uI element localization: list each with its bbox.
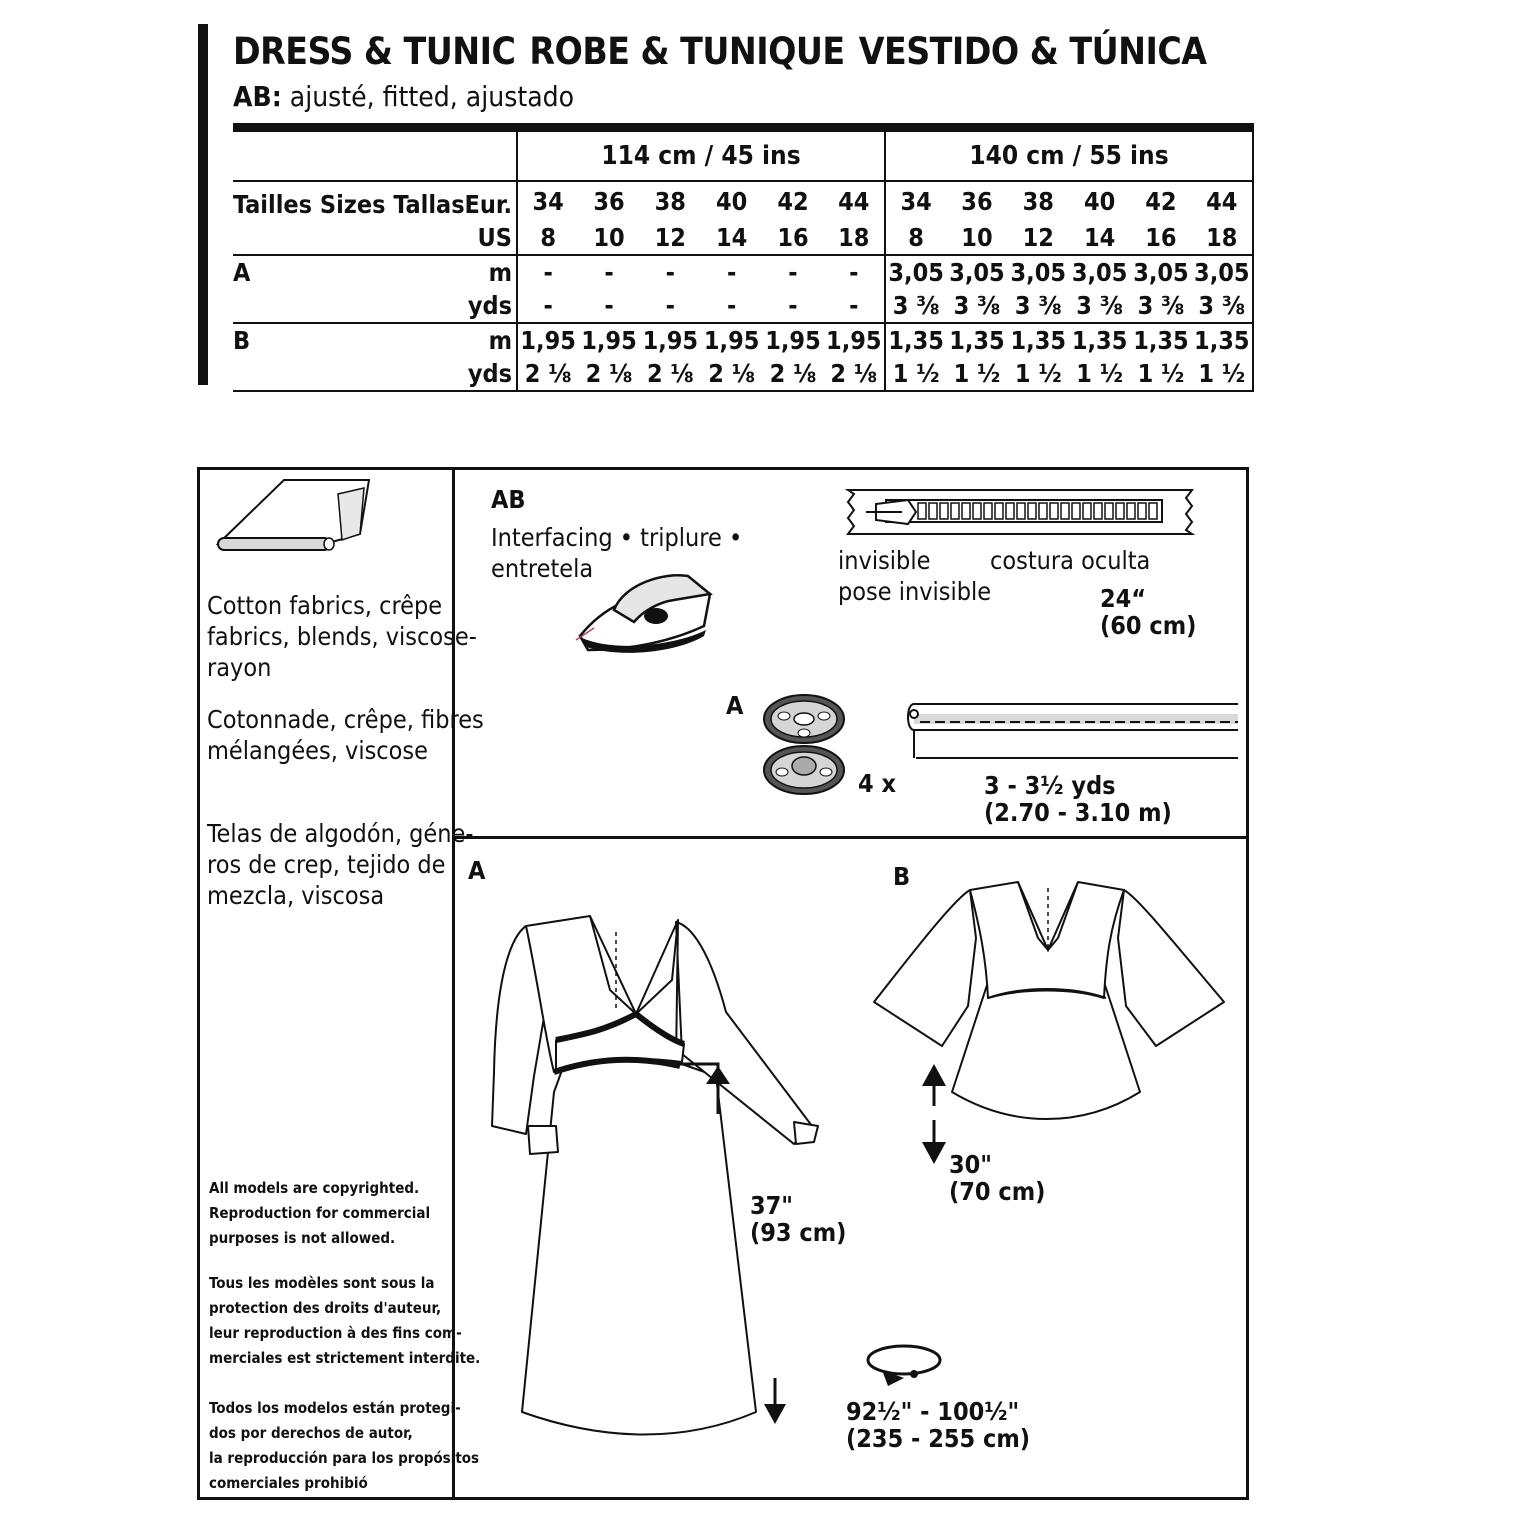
eur-size-140-5: 44	[1192, 181, 1253, 221]
view-a-yards-row: yds - - - - - - 3 ⅜ 3 ⅜ 3 ⅜ 3 ⅜ 3 ⅜ 3 ⅜	[233, 289, 1253, 323]
b-yards-140-1: 1 ½	[946, 357, 1007, 391]
a-meters-140-4: 3,05	[1133, 258, 1189, 287]
length-arrow-b-icon	[920, 1062, 948, 1166]
copyright-fr: Tous les modèles sont sous la protection des droits d'auteur, leur reproduction à des fins com- merciales est strictement interdite.	[209, 1274, 481, 1367]
eur-size-114-3: 40	[715, 187, 748, 216]
panel-divider-horizontal	[452, 836, 1249, 839]
invisible-zipper-icon	[846, 486, 1194, 538]
eur-size-114-5: 44	[824, 181, 885, 221]
a-yards-140-4: 3 ⅜	[1130, 289, 1191, 323]
zipper-length: 24“ (60 cm)	[1100, 584, 1197, 640]
length-arrow-a-up-icon	[680, 1062, 732, 1118]
fit-description	[233, 80, 574, 113]
dress-view-a-illustration	[486, 912, 831, 1448]
eur-size-140-4: 42	[1145, 187, 1177, 216]
iron-icon	[574, 570, 716, 660]
a-yards-140-5: 3 ⅜	[1192, 289, 1253, 323]
a-yards-140-2: 3 ⅜	[1008, 289, 1069, 323]
view-a-label: A	[233, 258, 251, 287]
b-meters-114-4: 1,95	[765, 326, 821, 355]
view-b-length: 30" (70 cm)	[949, 1150, 1046, 1206]
a-meters-140-1: 3,05	[949, 258, 1005, 287]
copyright-en: All models are copyrighted. Reproduction for commercial purposes is not allowed.	[209, 1179, 431, 1247]
fabric-bolt-icon	[214, 474, 374, 558]
fit-code: AB:	[233, 80, 282, 113]
eur-size-row	[233, 181, 1253, 221]
eur-size-114-2: 38	[654, 187, 686, 216]
a-yards-140-1: 3 ⅜	[946, 289, 1007, 323]
a-yards-114-4: -	[762, 289, 823, 323]
us-label: US	[455, 221, 517, 255]
view-a-hem-width: 92½" - 100½" (235 - 255 cm)	[846, 1397, 1031, 1453]
b-yards-140-0: 1 ½	[885, 357, 946, 391]
a-meters-114-1: -	[604, 258, 614, 287]
b-meters-114-0: 1,95	[520, 326, 576, 355]
copyright-es: Todos los modelos están protegi- dos por derechos de autor, la reproducción para los propósitos comerciales prohibió	[209, 1399, 480, 1492]
us-size-114-5: 18	[824, 221, 885, 255]
b-yards-114-5: 2 ⅛	[824, 357, 885, 391]
zipper-invisible-text: invisible pose invisible	[838, 546, 992, 606]
us-size-140-4: 16	[1130, 221, 1191, 255]
us-size-114-4: 16	[762, 221, 823, 255]
a-meters-114-0: -	[543, 258, 553, 287]
b-yards-114-0: 2 ⅛	[517, 357, 578, 391]
notions-a-label: A	[726, 691, 744, 720]
fabrics-en: Cotton fabrics, crêpe fabrics, blends, viscose- rayon	[207, 591, 477, 682]
a-yards-140-0: 3 ⅜	[885, 289, 946, 323]
snap-fastener-icon	[762, 692, 854, 796]
view-a-label: A	[468, 856, 486, 885]
zipper-es-text: costura oculta	[990, 546, 1151, 575]
us-size-114-0: 8	[517, 221, 578, 255]
us-size-114-2: 12	[640, 221, 701, 255]
a-yards-114-2: -	[640, 289, 701, 323]
b-yards-140-3: 1 ½	[1069, 357, 1130, 391]
yardage-table	[233, 123, 1254, 392]
eur-size-114-4: 42	[777, 187, 809, 216]
b-yards-114-4: 2 ⅛	[762, 357, 823, 391]
fabrics-fr: Cotonnade, crêpe, fibres mélangées, viscose	[207, 705, 484, 765]
eur-size-140-2: 38	[1022, 187, 1054, 216]
eur-size-114-1: 36	[593, 187, 625, 216]
view-a-length: 37" (93 cm)	[750, 1191, 847, 1247]
a-meters-114-4: -	[788, 258, 798, 287]
fabrics-es: Telas de algodón, géne- ros de crep, tejido de mezcla, viscosa	[207, 819, 474, 910]
eur-size-140-1: 36	[961, 187, 993, 216]
a-meters-114-5: -	[824, 255, 885, 289]
us-size-row	[233, 221, 1253, 255]
a-yards-114-1: -	[578, 289, 639, 323]
bias-tape-icon	[904, 702, 1240, 762]
a-yards-140-3: 3 ⅜	[1069, 289, 1130, 323]
snaps-count: 4 x	[858, 769, 896, 798]
b-meters-140-3: 1,35	[1071, 326, 1128, 355]
b-meters-140-5: 1,35	[1192, 323, 1253, 357]
b-yards-140-4: 1 ½	[1130, 357, 1191, 391]
b-meters-114-5: 1,95	[824, 323, 885, 357]
b-meters-114-2: 1,95	[642, 326, 699, 355]
us-size-140-5: 18	[1192, 221, 1253, 255]
us-size-114-3: 14	[701, 221, 762, 255]
us-size-140-3: 14	[1069, 221, 1130, 255]
b-yards-114-1: 2 ⅛	[578, 357, 639, 391]
b-yards-114-3: 2 ⅛	[701, 357, 762, 391]
b-yards-140-2: 1 ½	[1008, 357, 1069, 391]
bias-tape-length: 3 - 3½ yds (2.70 - 3.10 m)	[984, 771, 1172, 827]
a-yards-114-0: -	[517, 289, 578, 323]
eur-size-114-0: 34	[532, 187, 564, 216]
eur-size-140-0: 34	[900, 187, 932, 216]
b-meters-114-3: 1,95	[703, 326, 760, 355]
eur-size-140-3: 40	[1083, 187, 1116, 216]
a-yards-114-5: -	[824, 289, 885, 323]
width-140-header: 140 cm / 55 ins	[885, 128, 1253, 182]
notions-ab-label: AB	[491, 485, 526, 514]
a-meters-114-2: -	[665, 258, 675, 287]
view-b-label: B	[893, 862, 911, 891]
us-size-140-1: 10	[946, 221, 1007, 255]
view-b-label: B	[233, 326, 251, 355]
a-meters-140-3: 3,05	[1071, 258, 1128, 287]
b-meters-140-0: 1,35	[888, 326, 944, 355]
a-meters-140-0: 3,05	[888, 258, 944, 287]
b-meters-140-1: 1,35	[949, 326, 1005, 355]
a-meters-114-3: -	[726, 258, 737, 287]
b-yards-140-5: 1 ½	[1192, 357, 1253, 391]
view-a-meters-row: A m - - - - - - 3,05 3,05 3,05 3,05 3,05 3,05	[233, 255, 1253, 289]
length-arrow-a-down-icon	[762, 1376, 788, 1426]
page-title: DRESS & TUNIC ROBE & TUNIQUE VESTIDO & TÚNICA	[233, 30, 1207, 73]
us-size-114-1: 10	[578, 221, 639, 255]
header-bar	[198, 24, 208, 385]
view-b-yards-row: yds 2 ⅛ 2 ⅛ 2 ⅛ 2 ⅛ 2 ⅛ 2 ⅛ 1 ½ 1 ½ 1 ½ 1 ½ 1 ½ 1 ½	[233, 357, 1253, 391]
size-label: Tailles Sizes Tallas	[233, 190, 465, 219]
b-meters-114-1: 1,95	[581, 326, 637, 355]
fit-text: ajusté, fitted, ajustado	[289, 80, 575, 113]
b-yards-114-2: 2 ⅛	[640, 357, 701, 391]
us-size-140-2: 12	[1008, 221, 1069, 255]
hem-circumference-icon	[862, 1344, 944, 1388]
b-meters-140-4: 1,35	[1133, 326, 1189, 355]
us-size-140-0: 8	[885, 221, 946, 255]
interfacing-text: Interfacing • triplure • entretela	[491, 523, 743, 583]
a-meters-140-5: 3,05	[1192, 255, 1253, 289]
b-meters-140-2: 1,35	[1010, 326, 1067, 355]
width-114-header: 114 cm / 45 ins	[517, 128, 885, 182]
view-b-meters-row: B m 1,95 1,95 1,95 1,95 1,95 1,95 1,35 1,35 1,35 1,35 1,35 1,35	[233, 323, 1253, 357]
a-meters-140-2: 3,05	[1010, 258, 1067, 287]
eur-label: Eur.	[455, 181, 517, 221]
a-yards-114-3: -	[701, 289, 762, 323]
